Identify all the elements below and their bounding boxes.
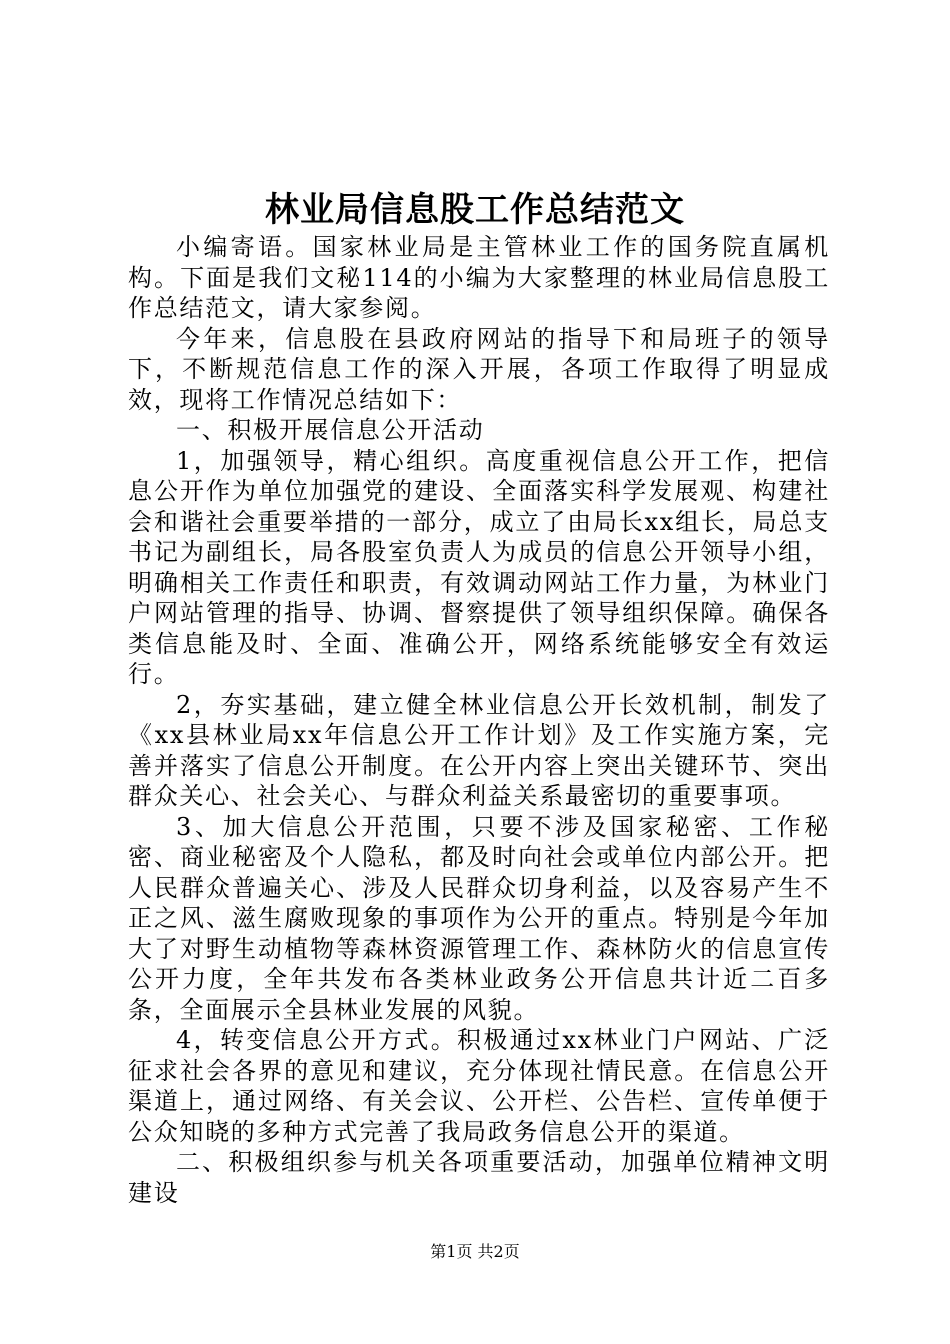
paragraph: 今年来，信息股在县政府网站的指导下和局班子的领导下，不断规范信息工作的深入开展，各项工作取得了明显成效，现将工作情况总结如下： xyxy=(128,324,830,414)
paragraph: 4，转变信息公开方式。积极通过xx林业门户网站、广泛征求社会各界的意见和建议，充分体现社情民意。在信息公开渠道上，通过网络、有关会议、公开栏、公告栏、宣传单便于公众知晓的多种方式完善了我局政务信息公开的渠道。 xyxy=(128,1026,830,1146)
paragraph: 3、加大信息公开范围，只要不涉及国家秘密、工作秘密、商业秘密及个人隐私，都及时向社会或单位内部公开。把人民群众普遍关心、涉及人民群众切身利益，以及容易产生不正之风、滋生腐败现象的事项作为公开的重点。特别是今年加大了对野生动植物等森林资源管理工作、森林防火的信息宣传公开力度，全年共发布各类林业政务公开信息共计近二百多条，全面展示全县林业发展的风貌。 xyxy=(128,812,830,1024)
section-heading: 一、积极开展信息公开活动 xyxy=(176,416,485,444)
page-footer: 第1页 共2页 xyxy=(430,1242,520,1261)
document-body xyxy=(128,232,830,1208)
paragraph: 小编寄语。国家林业局是主管林业工作的国务院直属机构。下面是我们文秘114的小编为大家整理的林业局信息股工作总结范文，请大家参阅。 xyxy=(128,233,830,322)
section-heading: 二、积极组织参与机关各项重要活动，加强单位精神文明建设 xyxy=(128,1148,830,1207)
document-title: 林业局信息股工作总结范文 xyxy=(265,190,685,230)
paragraph: 1，加强领导，精心组织。高度重视信息公开工作，把信息公开作为单位加强党的建设、全面落实科学发展观、构建社会和谐社会重要举措的一部分，成立了由局长xx组长，局总支书记为副组长，局各股室负责人为成员的信息公开领导小组，明确相关工作责任和职责，有效调动网站工作力量，为林业门户网站管理的指导、协调、督察提供了领导组织保障。确保各类信息能及时、全面、准确公开，网络系统能够安全有效运行。 xyxy=(128,446,830,688)
paragraph: 2，夯实基础，建立健全林业信息公开长效机制，制发了《xx县林业局xx年信息公开工作计划》及工作实施方案，完善并落实了信息公开制度。在公开内容上突出关键环节、突出群众关心、社会关心、与群众利益关系最密切的重要事项。 xyxy=(128,690,830,810)
